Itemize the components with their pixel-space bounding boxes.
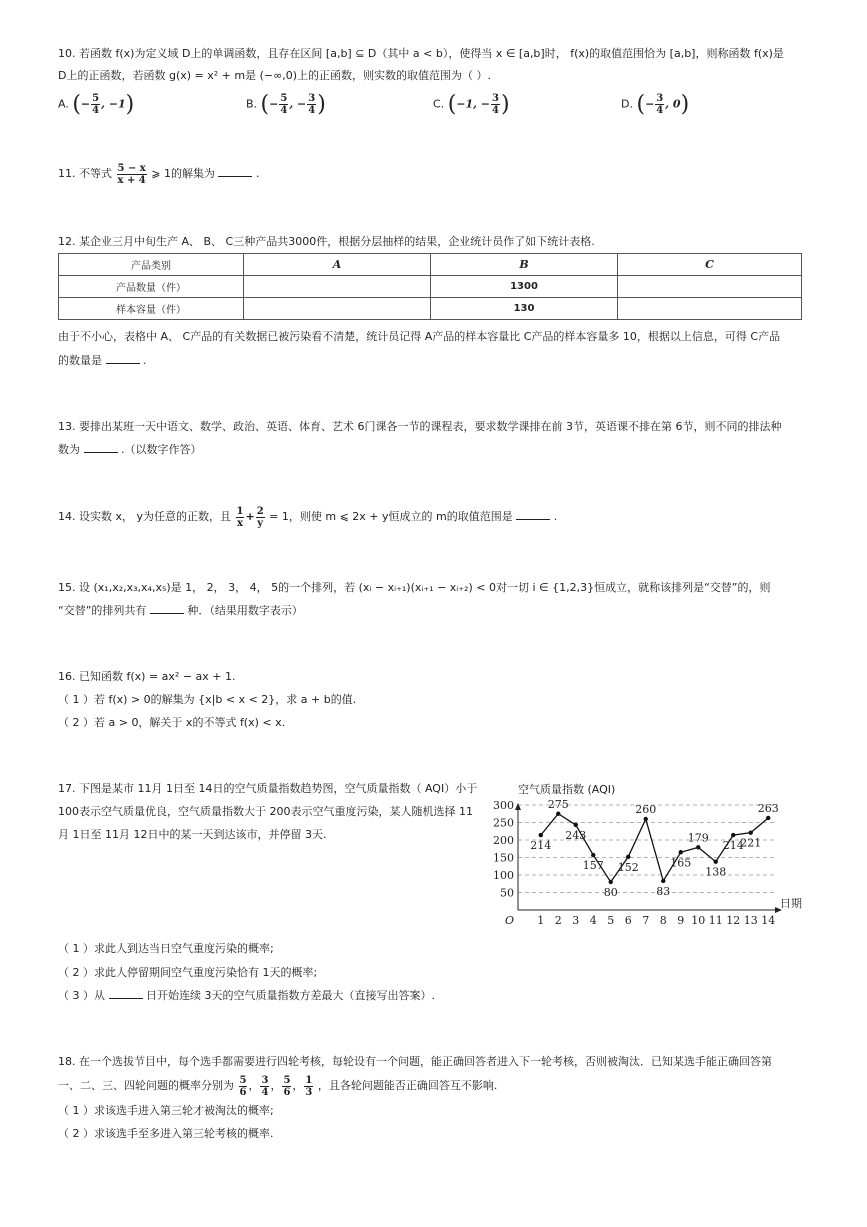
denominator: 4 (261, 1086, 269, 1098)
separator: ， (248, 1079, 260, 1092)
x-tick-label: 14 (761, 914, 776, 927)
data-point (679, 850, 683, 854)
data-point (574, 823, 578, 827)
q18-sub1: （ 1 ）求该选手进入第三轮才被淘汰的概率; (58, 1104, 274, 1117)
q10-option-a: A. (− $\frac{5}{4}$ , −1) (58, 92, 135, 117)
sign: − (269, 97, 279, 111)
data-label: 138 (705, 865, 727, 879)
data-label: 165 (670, 856, 692, 870)
fraction (304, 1075, 313, 1098)
data-label: 221 (740, 836, 762, 850)
answer-blank (516, 509, 550, 520)
q15-line1: 15. 设 (x₁,x₂,x₃,x₄,x₅)是 1， 2， 3， 4， 5的一个排列，若 (xᵢ − xᵢ₊₁)(xᵢ₊₁ − xᵢ₊₂) < 0对一切 i ∈ {1,2,3}恒成立，就称该排列是“交替”的，则 (58, 581, 771, 594)
x-tick-label: 13 (743, 914, 758, 927)
table-cell: 1300 (431, 276, 618, 298)
q14-mid: = 1，则使 m ⩽ 2x + y恒成立的 m的取值范围是 (269, 510, 513, 523)
table-header-row (59, 254, 802, 276)
q11-prefix: 11. 不等式 (58, 167, 112, 180)
data-point (644, 817, 648, 821)
table-row (59, 276, 802, 298)
fraction (655, 93, 664, 116)
fraction (256, 506, 265, 529)
answer-blank (218, 166, 252, 177)
q12-after-prefix: 的数量是 (58, 354, 102, 367)
table-cell (618, 276, 802, 298)
q11-suffix: ⩾ 1的解集为 (151, 167, 215, 180)
q17-sub3-prefix: （ 3 ）从 (58, 989, 105, 1002)
data-label: 275 (547, 797, 569, 811)
data-label: 214 (722, 839, 744, 853)
denominator: 4 (492, 105, 499, 116)
q12-after-end: . (143, 354, 147, 367)
x-tick-label: 8 (659, 914, 667, 927)
q15-line2 (58, 603, 303, 619)
denominator: y (257, 517, 264, 529)
x-tick-label: 11 (708, 914, 723, 927)
q11-fraction (117, 163, 147, 186)
q18-sub2: （ 2 ）求该选手至多进入第三轮考核的概率. (58, 1127, 274, 1140)
x-axis-label: 日期 (780, 897, 802, 910)
numerator: 5 (92, 93, 100, 104)
q13-line2 (58, 442, 202, 458)
q16-line3: （ 2 ）若 a > 0，解关于 x的不等式 f(x) < x. (58, 716, 286, 729)
q14-prefix: 14. 设实数 x， y为任意的正数，且 (58, 510, 232, 523)
plus-sign: + (245, 510, 255, 523)
denominator: 6 (283, 1086, 291, 1098)
sign: − (80, 97, 91, 111)
origin-label: O (504, 914, 514, 927)
data-label: 214 (530, 839, 552, 853)
data-point (731, 833, 735, 837)
denominator: 4 (92, 105, 100, 116)
data-label: 260 (635, 803, 657, 816)
q13-prefix: 数为 (58, 443, 80, 456)
q17-line2: 100表示空气质量优良，空气质量指数大于 200表示空气重度污染，某人随机选择 11 (58, 805, 473, 818)
separator: ， (292, 1079, 304, 1092)
q10-line1: 10. 若函数 f(x)为定义域 D上的单调函数，且存在区间 [a,b] ⊆ D（其中 a < b），使得当 x ∈ [a,b]时， f(x)的取值范围恰为 [a,b]，则称函数 f(x)是 (58, 47, 784, 60)
table-cell: 130 (431, 298, 618, 320)
x-tick-label: 12 (726, 914, 741, 927)
denominator: x (237, 517, 243, 529)
table-header-cell: B (431, 254, 618, 276)
q17-sub3 (58, 988, 435, 1004)
q17-sub1: （ 1 ）求此人到达当日空气重度污染的概率; (58, 942, 274, 955)
q18-line2-end: ，且各轮问题能否正确回答互不影响. (317, 1079, 498, 1092)
numerator: 2 (256, 505, 264, 517)
table-cell (244, 276, 431, 298)
fraction (260, 1075, 269, 1098)
option-lead: −1, − (456, 97, 491, 111)
x-tick-label: 2 (554, 914, 562, 927)
fraction (91, 93, 100, 116)
numerator: 3 (656, 93, 664, 104)
data-label: 83 (656, 884, 671, 898)
denominator: 4 (308, 105, 316, 116)
answer-blank (150, 603, 184, 614)
statistics-table (58, 253, 802, 320)
answer-blank (106, 353, 140, 364)
numerator: 5 − x (117, 162, 146, 174)
y-tick-label: 150 (493, 851, 514, 865)
data-point (626, 855, 630, 859)
option-label: C. (433, 97, 445, 111)
answer-blank (84, 442, 118, 453)
denominator: x + 4 (117, 174, 146, 186)
fraction (491, 93, 500, 116)
q10-option-c: C. (−1, − $\frac{3}{4}$ ) (433, 92, 510, 117)
q11-end: . (255, 167, 260, 180)
data-point (539, 833, 543, 837)
aqi-line-chart (490, 775, 810, 935)
q12-after-line2 (58, 353, 147, 369)
aqi-series (530, 798, 779, 899)
q14-line (58, 505, 557, 529)
q14-end: . (553, 510, 558, 523)
x-tick-label: 4 (589, 914, 597, 927)
q10-line2: D上的正函数，若函数 g(x) = x² + m是 (−∞,0)上的正函数，则实数的取值范围为（ ）. (58, 69, 492, 82)
q10-option-b: B. (− $\frac{5}{4}$ , − $\frac{3}{4}$ ) (246, 92, 326, 117)
table-cell: 产品数量（件） (59, 276, 244, 298)
q16-line2: （ 1 ）若 f(x) > 0的解集为 {x|b < x < 2}，求 a + b的值. (58, 693, 357, 706)
data-point (749, 830, 753, 834)
x-tick-label: 5 (607, 914, 615, 927)
q12-after-line1: 由于不小心，表格中 A、 C产品的有关数据已被污染看不清楚，统计员记得 A产品的样本容量比 C产品的样本容量多 10，根据以上信息，可得 C产品 (58, 330, 781, 343)
x-tick-label: 9 (677, 914, 685, 927)
option-rest: , 0 (665, 97, 681, 111)
data-label: 157 (582, 859, 604, 873)
denominator: 3 (305, 1086, 313, 1098)
numerator: 1 (236, 505, 244, 517)
fraction (239, 1075, 248, 1098)
numerator: 5 (239, 1074, 247, 1086)
data-point (714, 860, 718, 864)
option-label: B. (246, 97, 258, 111)
data-label: 263 (757, 801, 779, 815)
option-mid: , − (289, 97, 307, 111)
q12-intro: 12. 某企业三月中旬生产 A、 B、 C三种产品共3000件，根据分层抽样的结果，企业统计员作了如下统计表格. (58, 235, 595, 248)
x-tick-label: 3 (572, 914, 580, 927)
data-point (609, 880, 613, 884)
chart-title: 空气质量指数 (AQI) (518, 783, 616, 796)
numerator: 1 (305, 1074, 313, 1086)
y-tick-label: 200 (493, 834, 514, 847)
table-row (59, 298, 802, 320)
q13-line1: 13. 要排出某班一天中语文、数学、政治、英语、体育、艺术 6门课各一节的课程表，要求数学课排在前 3节，英语课不排在第 6节，则不同的排法种 (58, 420, 782, 433)
option-rest: , −1 (101, 97, 126, 111)
q15-prefix: “交替”的排列共有 (58, 604, 147, 617)
q13-end: .（以数字作答） (121, 443, 202, 456)
q18-line2 (58, 1074, 497, 1098)
numerator: 3 (308, 93, 316, 104)
y-tick-label: 100 (493, 869, 514, 882)
table-header-cell: A (244, 254, 431, 276)
x-tick-label: 1 (537, 914, 545, 927)
q15-end: 种．（结果用数字表示） (187, 604, 303, 617)
y-tick-label: 250 (493, 816, 514, 830)
answer-blank (109, 988, 143, 999)
y-tick-label: 300 (493, 799, 514, 812)
q18-prefix: 一、二、三、四轮问题的概率分别为 (58, 1079, 234, 1092)
x-tick-label: 6 (624, 914, 632, 927)
fraction (236, 506, 245, 529)
table-header-cell: C (618, 254, 802, 276)
table-cell (244, 298, 431, 320)
option-label: A. (58, 97, 69, 111)
y-tick-labels (493, 799, 514, 900)
data-point (696, 845, 700, 849)
numerator: 5 (283, 1074, 291, 1086)
fraction (279, 93, 288, 116)
data-point (591, 853, 595, 857)
data-point (661, 879, 665, 883)
data-label: 243 (565, 828, 587, 842)
denominator: 4 (280, 105, 288, 116)
data-label: 80 (603, 886, 618, 899)
numerator: 3 (492, 93, 499, 104)
data-point (766, 816, 770, 820)
table-header-cell: 产品类别 (59, 254, 244, 276)
q16-line1: 16. 已知函数 f(x) = ax² − ax + 1. (58, 670, 236, 683)
sign: − (645, 97, 655, 111)
q17-sub2: （ 2 ）求此人停留期间空气重度污染恰有 1天的概率; (58, 966, 318, 979)
numerator: 5 (280, 93, 288, 104)
table-cell: 样本容量（件） (59, 298, 244, 320)
option-label: D. (621, 97, 633, 111)
separator: ， (270, 1079, 282, 1092)
q17-sub3-end: 日开始连续 3天的空气质量指数方差最大（直接写出答案）. (146, 989, 435, 1002)
q17-line3: 月 1日至 11月 12日中的某一天到达该市，并停留 3天. (58, 828, 327, 841)
q17-line1: 17. 下图是某市 11月 1日至 14日的空气质量指数趋势图，空气质量指数（ AQI）小于 (58, 782, 478, 795)
q10-option-d: D. (− $\frac{3}{4}$ , 0) (621, 92, 690, 117)
y-axis-arrow (515, 803, 521, 810)
q11-line (58, 162, 259, 186)
y-tick-label: 50 (500, 886, 514, 900)
x-tick-labels (537, 914, 775, 927)
x-tick-label: 10 (691, 914, 706, 927)
table-cell (618, 298, 802, 320)
q18-line1: 18. 在一个选拔节目中，每个选手都需要进行四轮考核，每轮设有一个问题，能正确回答者进入下一轮考核，否则被淘汰．已知某选手能正确回答第 (58, 1055, 772, 1068)
fraction (307, 93, 316, 116)
data-label: 152 (617, 860, 639, 874)
data-label: 179 (687, 831, 709, 845)
data-point (556, 812, 560, 816)
denominator: 6 (239, 1086, 247, 1098)
denominator: 4 (656, 105, 664, 116)
numerator: 3 (261, 1074, 269, 1086)
fraction (282, 1075, 291, 1098)
x-tick-label: 7 (642, 914, 650, 927)
